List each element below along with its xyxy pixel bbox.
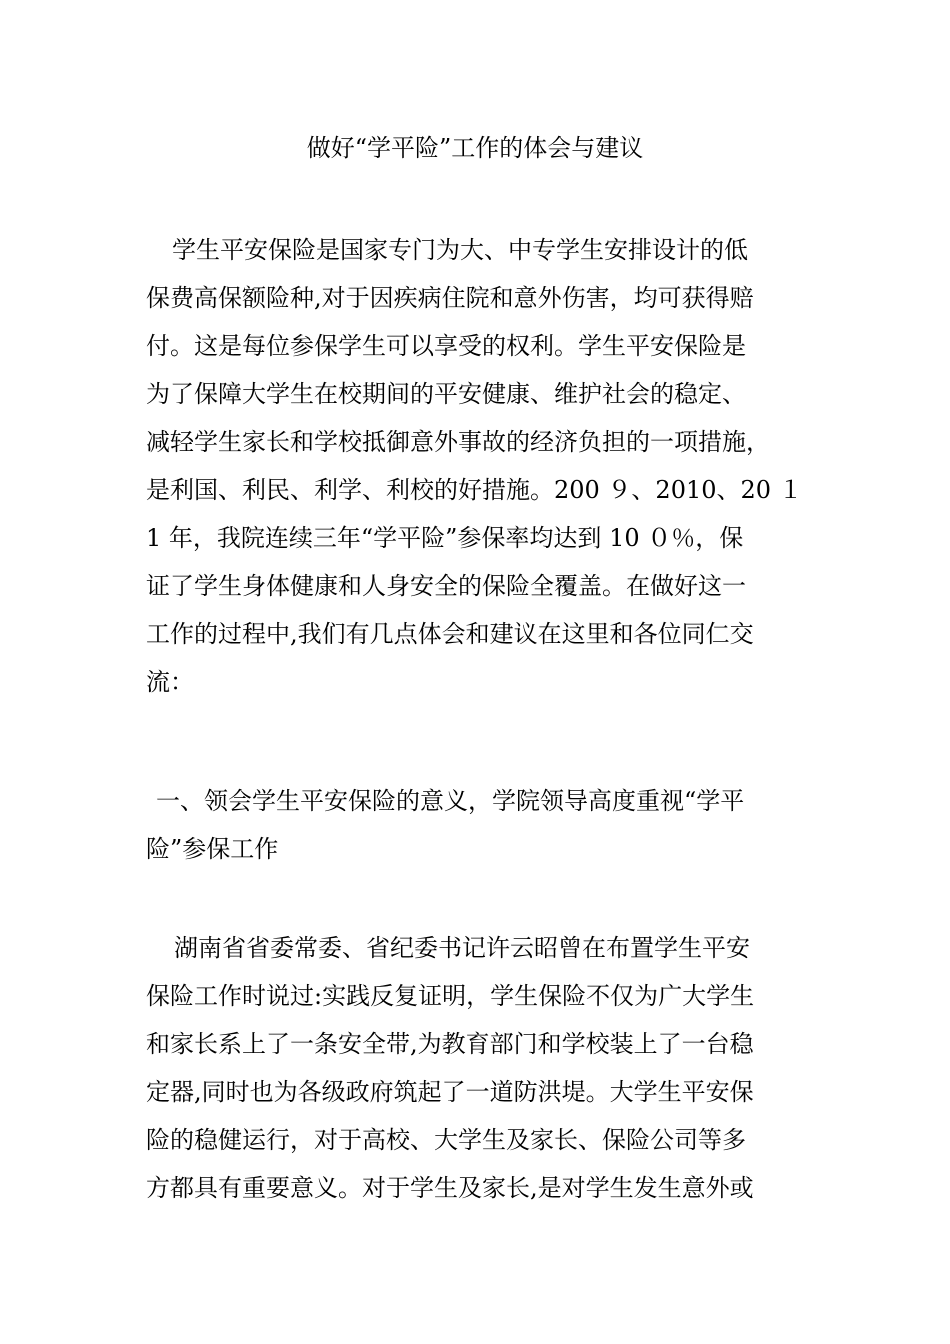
paragraph-line: 证了学生身体健康和人身安全的保险全覆盖。在做好这一: [146, 572, 746, 600]
paragraph-line: 保费高保额险种,对于因疾病住院和意外伤害，均可获得赔: [146, 284, 754, 312]
paragraph-line: 付。这是每位参保学生可以享受的权利。学生平安保险是: [146, 332, 746, 360]
paragraph-line: 是利国、利民、利学、利校的好措施。200 ９、2010、20 １: [146, 476, 803, 504]
paragraph-line: 保险工作时说过:实践反复证明，学生保险不仅为广大学生: [146, 982, 755, 1010]
paragraph-line: 工作的过程中,我们有几点体会和建议在这里和各位同仁交: [146, 620, 754, 648]
paragraph-line: 为了保障大学生在校期间的平安健康、维护社会的稳定、: [146, 380, 746, 408]
section-heading-1: [146, 777, 806, 873]
paragraph-line: 1 年，我院连续三年“学平险”参保率均达到 10 ０％，保: [146, 524, 744, 552]
paragraph-line: 定器,同时也为各级政府筑起了一道防洪堤。大学生平安保: [146, 1078, 754, 1106]
heading-line: 险”参保工作: [146, 835, 279, 863]
document-title: 做好“学平险”工作的体会与建议: [306, 134, 644, 162]
heading-line: 一、领会学生平安保险的意义，学院领导高度重视“学平: [156, 787, 745, 815]
paragraph-line: 险的稳健运行，对于高校、大学生及家长、保险公司等多: [146, 1126, 746, 1154]
paragraph-line: 方都具有重要意义。对于学生及家长,是对学生发生意外或: [146, 1174, 754, 1202]
paragraph-line: 流：: [146, 668, 194, 696]
paragraph-intro: [146, 226, 806, 706]
paragraph-section-1: [146, 924, 806, 1212]
paragraph-line: 减轻学生家长和学校抵御意外事故的经济负担的一项措施，: [146, 428, 770, 456]
paragraph-line: 湖南省省委常委、省纪委书记许云昭曾在布置学生平安: [174, 934, 750, 962]
paragraph-line: 和家长系上了一条安全带,为教育部门和学校装上了一台稳: [146, 1030, 754, 1058]
paragraph-line: 学生平安保险是国家专门为大、中专学生安排设计的低: [172, 236, 748, 264]
